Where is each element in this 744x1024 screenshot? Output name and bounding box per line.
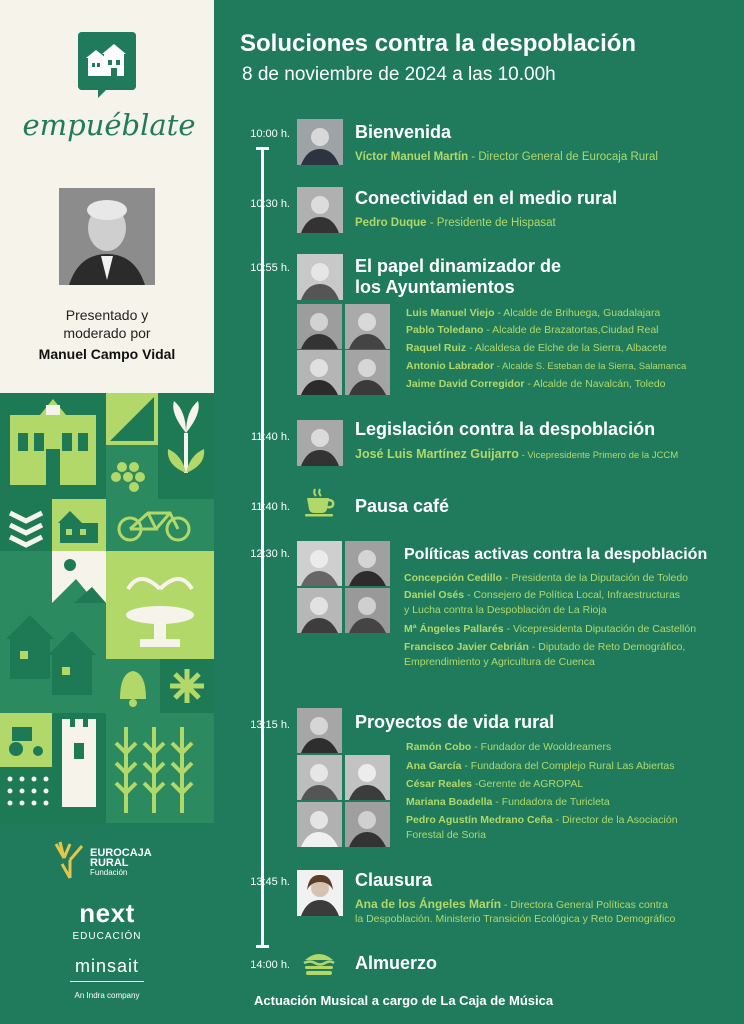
speaker-name: Pablo Toledano (406, 324, 484, 336)
speaker-photo (297, 350, 342, 395)
speaker-role: - Diputado de Reto Demográfico, (528, 641, 686, 653)
speaker-name: Antonio Labrador (406, 360, 495, 372)
speaker-line (404, 622, 696, 637)
speaker-role-continued: Forestal de Soria (406, 829, 486, 841)
session-title-line1: El papel dinamizador de (355, 256, 562, 276)
speaker-line (406, 377, 666, 392)
speaker-photo (297, 304, 342, 349)
session-title: Clausura (355, 870, 433, 890)
speaker-line (404, 571, 688, 586)
speaker-name: Pedro Agustín Medrano Ceña (406, 814, 553, 826)
event-title: Soluciones contra la despoblación (240, 30, 637, 57)
speaker-name: Pedro Duque (355, 217, 427, 229)
speaker-line (406, 740, 611, 755)
speaker-role: - Vicepresidente Primero de la JCCM (518, 450, 679, 461)
speaker-role: - Fundadora de Turicleta (492, 796, 610, 808)
speaker-role-continued: Emprendimiento y Agricultura de Cuenca (404, 656, 595, 668)
session-title: Conectividad en el medio rural (355, 188, 618, 208)
speaker-role: - Fundador de Wooldreamers (471, 741, 612, 753)
speaker-photo (345, 350, 390, 395)
speaker-role: - Presidente de Hispasat (426, 217, 556, 229)
village-logo-icon (78, 32, 136, 90)
speaker-photo (297, 708, 342, 753)
timeline-tick (256, 945, 269, 948)
time-label: 11:40 h. (251, 501, 290, 513)
divider (70, 981, 144, 982)
sandwich-icon (301, 950, 337, 981)
time-label: 13:45 h. (250, 876, 290, 888)
speaker-role: - Alcalde de Brazatortas,Ciudad Real (483, 324, 659, 336)
speaker-name: Ana García (406, 760, 462, 772)
indra-label: An Indra company (74, 991, 140, 1000)
session-title: Pausa café (355, 496, 450, 516)
speaker-role: - Alcaldesa de Elche de la Sierra, Albacete (466, 342, 667, 354)
rural-name: RURAL (90, 857, 129, 869)
speaker-name: Víctor Manuel Martín (355, 151, 469, 163)
speaker-photo (345, 541, 390, 586)
speaker-name: Ana de los Ángeles Marín (355, 897, 502, 911)
brand-name: empuéblate (22, 108, 196, 142)
speaker-name: Daniel Osés (404, 589, 465, 601)
speaker-role: - Fundadora del Complejo Rural Las Abiertas (461, 760, 675, 772)
next-logo: next (79, 898, 135, 928)
speaker-line (355, 150, 658, 165)
speaker-photo (345, 588, 390, 633)
session-title: Políticas activas contra la despoblación (404, 546, 708, 563)
speaker-line (406, 777, 583, 792)
presented-by-label: Presentado y moderado por (63, 307, 151, 341)
speaker-role: - Presidenta de la Diputación de Toledo (502, 572, 689, 584)
session-title: Almuerzo (355, 953, 438, 973)
speaker-name: José Luis Martínez Guijarro (355, 447, 519, 461)
speaker-role: - Alcalde de Brihuega, Guadalajara (494, 307, 661, 319)
speaker-role: - Alcalde de Navalcán, Toledo (524, 378, 666, 390)
speaker-name: César Reales (406, 778, 472, 790)
session-title: Bienvenida (355, 122, 452, 142)
time-label: 10:55 h. (250, 262, 290, 274)
session-title: Proyectos de vida rural (355, 712, 555, 732)
speaker-line (355, 897, 668, 913)
speaker-photo (297, 119, 343, 165)
speaker-line (406, 323, 659, 338)
sponsor-logos (0, 830, 214, 1024)
eurocaja-rural-logo (52, 840, 172, 886)
speaker-name: Mariana Boadella (406, 796, 493, 808)
speaker-role-continued: y Lucha contra la Despoblación de La Rioja (404, 604, 607, 616)
speaker-photo (297, 755, 342, 800)
speaker-role: - Director de la Asociación (552, 814, 678, 826)
speaker-line (406, 341, 667, 356)
footer-note: Actuación Musical a cargo de La Caja de Música (254, 993, 554, 1008)
speaker-name: Jaime David Corregidor (406, 378, 525, 390)
speaker-photo (297, 254, 343, 300)
time-label: 12:30 h. (250, 548, 290, 560)
speaker-line (404, 640, 685, 655)
speaker-photo (297, 588, 342, 633)
speaker-role: - Director General de Eurocaja Rural (468, 151, 658, 163)
speaker-name: Francisco Javier Cebrián (404, 641, 529, 653)
speaker-photo (297, 187, 343, 233)
eurocaja-name: EUROCAJA (90, 847, 152, 859)
speaker-photo (297, 802, 342, 847)
speaker-line (404, 588, 680, 603)
brand-area (0, 0, 214, 393)
speaker-role: -Gerente de AGROPAL (471, 778, 584, 790)
session-title-line2: los Ayuntamientos (355, 277, 515, 297)
speaker-role: - Vicepresidenta Diputación de Castellón (503, 623, 697, 635)
speaker-role: - Directora General Políticas contra (501, 899, 668, 911)
speaker-photo (297, 420, 343, 466)
speaker-name: Concepción Cedillo (404, 572, 503, 584)
speaker-role: - Alcalde S. Esteban de la Sierra, Salamanca (494, 361, 687, 372)
time-label: 10:30 h. (250, 198, 290, 210)
speaker-line (355, 216, 556, 231)
host-photo (59, 188, 155, 285)
speaker-role: - Consejero de Política Local, Infraestructuras (464, 589, 681, 601)
time-label: 13:15 h. (250, 719, 290, 731)
speaker-photo (345, 304, 390, 349)
host-name: Manuel Campo Vidal (38, 346, 176, 362)
time-label: 11:40 h. (251, 431, 290, 443)
time-label: 10:00 h. (250, 128, 290, 140)
next-educacion-label: EDUCACIÓN (72, 931, 142, 942)
speaker-line (406, 795, 610, 810)
speaker-photo (345, 802, 390, 847)
fundacion-label: Fundación (90, 868, 128, 877)
rural-illustration-mosaic (0, 393, 214, 823)
speaker-name: Luis Manuel Viejo (406, 307, 495, 319)
speaker-line (406, 759, 674, 774)
speaker-name: Mª Ángeles Pallarés (404, 623, 504, 635)
speaker-name: Ramón Cobo (406, 741, 472, 753)
speaker-line (406, 306, 660, 321)
left-panel (0, 0, 214, 1024)
event-date: 8 de noviembre de 2024 a las 10.00h (242, 64, 556, 85)
coffee-cup-icon (303, 487, 337, 522)
sprout-icon (52, 840, 88, 880)
speaker-line (406, 359, 686, 374)
speaker-line (355, 447, 678, 463)
speaker-photo (345, 755, 390, 800)
speaker-photo (297, 541, 342, 586)
time-label: 14:00 h. (250, 959, 290, 971)
session-title: Legislación contra la despoblación (355, 419, 656, 439)
speaker-name: Raquel Ruiz (406, 342, 467, 354)
timeline-tick (256, 147, 269, 150)
minsait-logo: minsait (74, 956, 139, 976)
speaker-photo (297, 870, 343, 916)
speaker-role-continued: la Despoblación. Ministerio Transición Ecológica y Reto Demográfico (355, 913, 676, 925)
speaker-line (406, 813, 678, 828)
